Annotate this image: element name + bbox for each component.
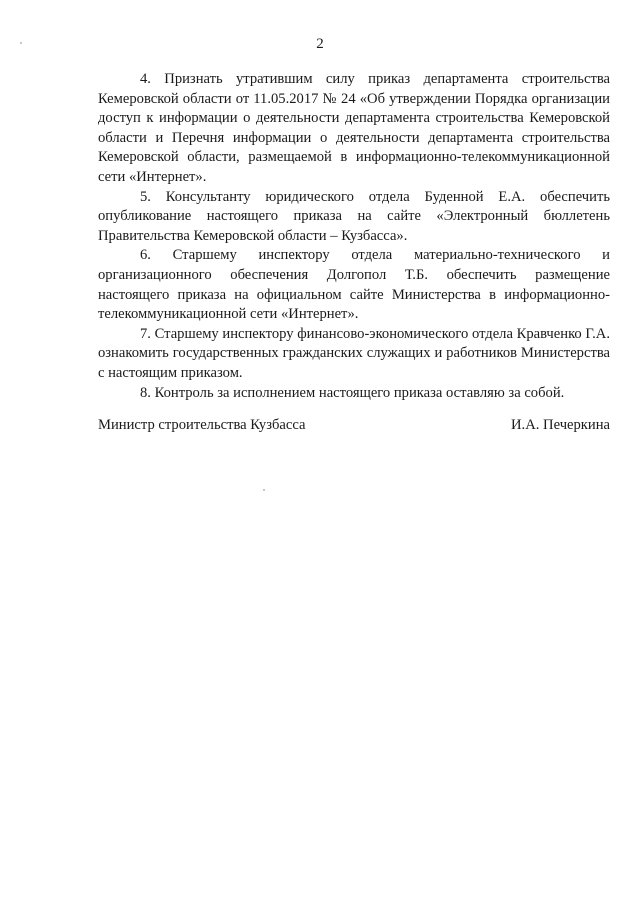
- paragraph-item-6: 6. Старшему инспектору отдела материально-технического и организационного обеспечения Долгопол Т.Б. обеспечить размещение настоящего приказа на официальном сайте Министерства в информационно-телекоммуникационной сети «Интернет».: [98, 247, 610, 323]
- paragraph-item-5: 5. Консультанту юридического отдела Буденной Е.А. обеспечить опубликование настоящего приказа на сайте «Электронный бюллетень Правительства Кемеровской области – Кузбасса».: [98, 188, 610, 244]
- document-body: [98, 70, 610, 403]
- signature-block: [98, 416, 610, 436]
- paragraph-item-4: 4. Признать утратившим силу приказ департамента строительства Кемеровской области от 11.05.2017 № 24 «Об утверждении Порядка организации доступ к информации о деятельности департамента строительства Кемеровской области и Перечня информации о деятельности департамента строительства Кемеровской области, размещаемой в информационно-телекоммуникационной сети «Интернет».: [98, 71, 610, 185]
- paragraph-item-8: 8. Контроль за исполнением настоящего приказа оставляю за собой.: [140, 384, 565, 401]
- scan-speck-mark: [263, 489, 265, 491]
- signatory-position: Министр строительства Кузбасса: [98, 417, 306, 433]
- scan-speck-mark: [20, 42, 22, 44]
- paragraph-item-7: 7. Старшему инспектору финансово-экономического отдела Кравченко Г.А. ознакомить государственных гражданских служащих и работников Министерства с настоящим приказом.: [98, 325, 610, 381]
- page-number: 2: [316, 36, 324, 52]
- signatory-name: И.А. Печеркина: [511, 417, 610, 433]
